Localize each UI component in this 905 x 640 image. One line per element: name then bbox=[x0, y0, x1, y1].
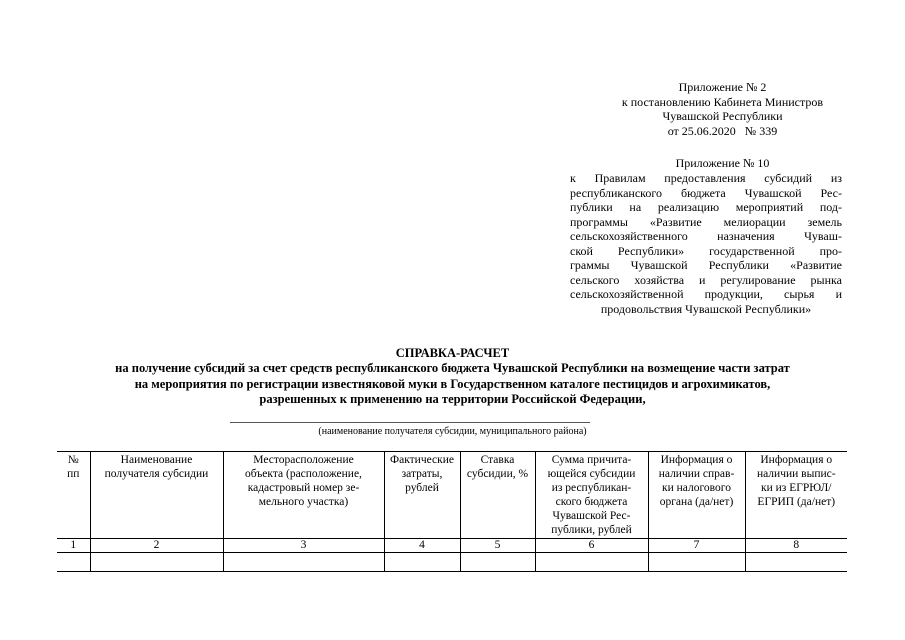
appendix-rules-line: республиканского бюджета Чувашской Рес- bbox=[570, 185, 842, 200]
column-number: 3 bbox=[223, 539, 384, 553]
table-cell bbox=[648, 553, 745, 572]
subtitle-line: разрешенных к применению на территории Российской Федерации, bbox=[259, 392, 646, 406]
table-cell bbox=[90, 553, 223, 572]
document-subtitle bbox=[50, 361, 855, 408]
appendix-rules-block bbox=[570, 171, 842, 316]
appendix-rules-line: сельскохозяйственного назначения Чуваш- bbox=[570, 229, 842, 243]
column-number: 1 bbox=[57, 539, 90, 553]
column-header: Сумма причита- ющейся субсидии из республикан- ского бюджета Чувашской Рес- публики, рублей bbox=[535, 452, 648, 539]
recipient-name-caption: (наименование получателя субсидии, муниципального района) bbox=[318, 426, 587, 437]
column-number: 7 bbox=[648, 539, 745, 553]
appendix-main-line: Приложение № 2 bbox=[678, 80, 767, 94]
appendix-rules-title: Приложение № 10 bbox=[675, 156, 770, 170]
appendix-rules-line: сельскохозяйственной продукции, сырья и bbox=[570, 287, 842, 301]
column-number-row bbox=[57, 539, 847, 553]
table-header-row bbox=[57, 452, 847, 539]
recipient-name-line bbox=[230, 422, 590, 423]
column-number: 4 bbox=[384, 539, 460, 553]
appendix-rules-line: сельского хозяйства и регулирование рынка bbox=[570, 272, 842, 287]
appendix-rules-line: публики на реализацию мероприятий под- bbox=[570, 200, 842, 214]
calculation-table bbox=[57, 451, 847, 572]
column-number: 8 bbox=[745, 539, 847, 553]
column-header: № пп bbox=[57, 452, 90, 539]
column-number: 2 bbox=[90, 539, 223, 553]
table-cell bbox=[460, 553, 535, 572]
column-header: Наименование получателя субсидии bbox=[90, 452, 223, 539]
column-header: Ставка субсидии, % bbox=[460, 452, 535, 539]
column-number: 6 bbox=[535, 539, 648, 553]
table-cell bbox=[223, 553, 384, 572]
table-cell bbox=[384, 553, 460, 572]
appendix-rules-line: программы «Развитие мелиорации земель bbox=[570, 214, 842, 229]
appendix-main-block bbox=[570, 80, 875, 138]
appendix-main-line: от 25.06.2020 № 339 bbox=[667, 123, 778, 138]
column-header: Информация о наличии выпис- ки из ЕГРЮЛ/ ЕГРИП (да/нет) bbox=[745, 452, 847, 539]
column-header: Фактические затраты, рублей bbox=[384, 452, 460, 539]
table-cell bbox=[745, 553, 847, 572]
subtitle-line: на мероприятия по регистрации известняковой муки в Государственном каталоге пестицидов и агрохимикатов, bbox=[134, 376, 771, 391]
appendix-rules-last-line: продовольствия Чувашской Республики» bbox=[600, 301, 812, 316]
appendix-main-line: к постановлению Кабинета Министров bbox=[621, 94, 824, 109]
appendix-rules-line: к Правилам предоставления субсидий из bbox=[570, 171, 842, 185]
column-header: Месторасположение объекта (расположение, кадастровый номер зе- мельного участка) bbox=[223, 452, 384, 539]
subtitle-line: на получение субсидий за счет средств республиканского бюджета Чувашской Республики на возмещение части затрат bbox=[115, 361, 790, 375]
table-row bbox=[57, 553, 847, 572]
column-header: Информация о наличии справ- ки налогового органа (да/нет) bbox=[648, 452, 745, 539]
column-number: 5 bbox=[460, 539, 535, 553]
table-cell bbox=[535, 553, 648, 572]
document-title: СПРАВКА-РАСЧЕТ bbox=[395, 346, 510, 360]
table-cell bbox=[57, 553, 90, 572]
appendix-rules-line: граммы Чувашской Республики «Развитие bbox=[570, 258, 842, 272]
appendix-main-line: Чувашской Республики bbox=[662, 109, 783, 123]
appendix-rules-line: ской Республики» государственной про- bbox=[570, 243, 842, 258]
